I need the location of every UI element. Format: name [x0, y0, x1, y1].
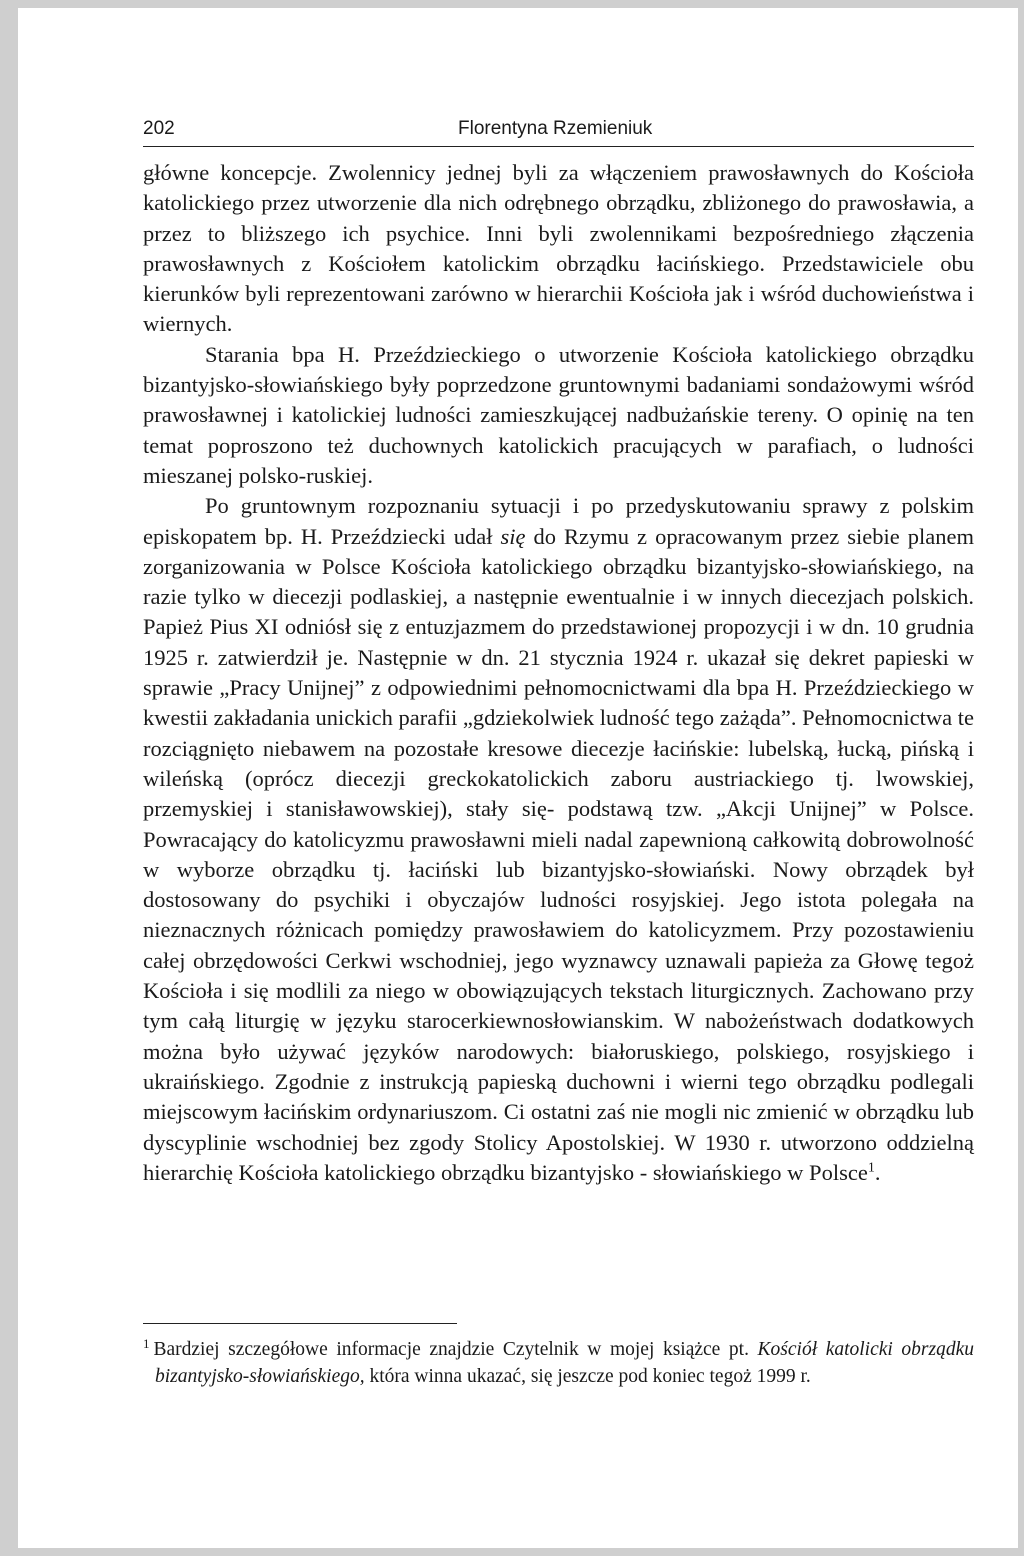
paragraph-3-end: .: [874, 1159, 881, 1185]
footnote-text-start: Bardziej szczegółowe informacje znajdzie Czytelnik w mojej książce pt.: [153, 1339, 758, 1360]
footnote-divider: [143, 1323, 457, 1324]
footnote-reference: 1: [867, 1160, 875, 1176]
footnote-book-title: Kościół katolicki obrządku bizantyjsko-słowiańskiego,: [155, 1339, 974, 1387]
paragraph-1: główne koncepcje. Zwolennicy jednej byli za włączeniem prawosławnych do Kościoła katolickiego przez utworzenie dla nich odrębnego obrządku, zbliżonego do prawosławia, a przez to bliższego ich psychice. Inni byli zwolennikami bezpośredniego złączenia prawosławnych z Kościołem katolickim obrządku łacińskiego. Przedstawiciele obu kierunków byli reprezentowani zarówno w hierarchii Kościoła jak i wśród duchowieństwa i wiernych.: [143, 160, 974, 337]
running-head: Florentyna Rzemieniuk: [458, 118, 653, 139]
footnote-text-end: która winna ukazać, się jeszcze pod koniec tegoż 1999 r.: [364, 1365, 811, 1387]
page-header: [143, 118, 974, 147]
paragraph-3-text-start: Po gruntownym rozpoznaniu sytuacji i po przedyskutowaniu sprawy z polskim episkopatem bp. H. Przeździecki udał: [143, 493, 974, 549]
footnote: [143, 1337, 974, 1390]
body-text: [143, 158, 974, 1188]
paragraph-3-italic-word: się: [500, 523, 526, 549]
paragraph-3: [143, 491, 974, 1188]
page-number: 202: [143, 118, 175, 139]
paragraph-2: Starania bpa H. Przeździeckiego o utworzenie Kościoła katolickiego obrządku bizantyjsko-słowiańskiego były poprzedzone gruntownymi badaniami sondażowymi wśród prawosławnej i katolickiej ludności zamieszkującej nadbużańskie tereny. O opinię na ten temat poproszono też duchownych katolickich pracujących w parafiach, o ludności mieszanej polsko-ruskiej.: [143, 341, 974, 488]
paragraph-3-text-main: do Rzymu z opracowanym przez siebie planem zorganizowania w Polsce Kościoła katolickiego obrządku bizantyjsko-słowiańskiego, na razie tylko w diecezji podlaskiej, a następnie ewentualnie i w innych diecezjach polskich. Papież Pius XI odniósł się z entuzjazmem do przedstawionej propozycji i w dn. 10 grudnia 1925 r. zatwierdził je. Następnie w dn. 21 stycznia 1924 r. ukazał się dekret papieski w sprawie „Pracy Unijnej” z odpowiednimi pełnomocnictwami dla bpa H. Przeździeckiego w kwestii zakładania unickich parafii „gdziekolwiek ludność tego zażąda”. Pełnomocnictwa te rozciągnięto niebawem na pozostałe kresowe diecezje łacińskie: lubelską, łucką, pińską i wileńską (oprócz diecezji greckokatolickich zaboru austriackiego tj. lwowskiej, przemyskiej i stanisławowskiej), stały się- podstawą tzw. „Akcji Unijnej” w Polsce. Powracający do katolicyzmu prawosławni mieli nadal zapewnioną całkowitą dobrowolność w wyborze obrządku tj. łaciński lub bizantyjsko-słowiański. Nowy obrządek był dostosowany do psychiki i obyczajów ludności rosyjskiej. Jego istota polegała na nieznacznych różnicach pomiędzy prawosławiem do katolicyzmem. Przy pozostawieniu całej obrzędowości Cerkwi wschodniej, jego wyznawcy uznawali papieża za Głowę tegoż Kościoła i się modlili za niego w obowiązujących tekstach liturgicznych. Zachowano przy tym całą liturgię w języku starocerkiewnosłowianskim. W nabożeństwach dodatkowych można było używać języków narodowych: białoruskiego, polskiego, rosyjskiego i ukraińskiego. Zgodnie z instrukcją papieską duchowni i wierni tego obrządku podlegali miejscowym łacińskim ordynariuszom. Ci ostatni zaś nie mogli nic zmienić w obrządku lub dyscyplinie wschodniej bez zgody Stolicy Apostolskiej. W 1930 r. utworzono oddzielną hierarchię Kościoła katolickiego obrządku bizantyjsko - słowiańskiego w Polsce: [143, 523, 974, 1185]
footnote-mark: 1: [143, 1335, 150, 1351]
